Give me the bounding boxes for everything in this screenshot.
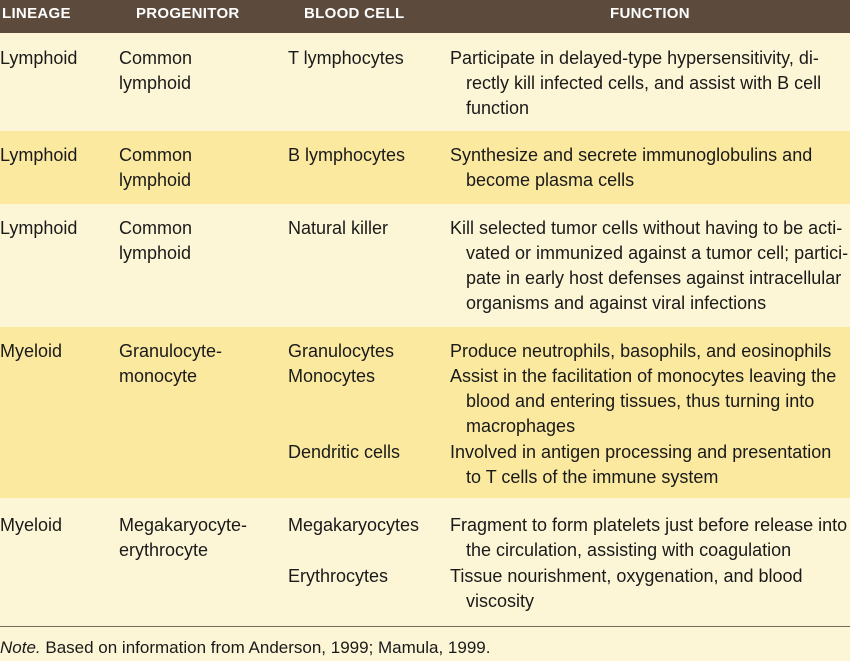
cell-lineage: Myeloid xyxy=(0,341,63,361)
cell-progenitor-line1: Granulocyte- xyxy=(119,341,223,361)
table-row xyxy=(0,498,850,625)
cell-progenitor-line1: Common xyxy=(119,145,193,165)
cell-progenitor-line1: Megakaryocyte- xyxy=(119,515,248,535)
cell-progenitor-line2: lymphoid xyxy=(119,170,192,190)
cell-progenitor-line1: Common xyxy=(119,48,193,68)
table-header xyxy=(0,0,850,33)
cell-blood-cell: T lymphocytes xyxy=(288,48,404,68)
cell-progenitor-line1: Common xyxy=(119,218,193,238)
cell-function-line: organisms and against viral infections xyxy=(466,293,767,313)
cell-blood-cell: Erythrocytes xyxy=(288,566,389,586)
cell-progenitor-line2: erythrocyte xyxy=(119,540,209,560)
cell-blood-cell: Natural killer xyxy=(288,218,389,238)
cell-function-line: Tissue nourishment, oxygenation, and blood xyxy=(450,566,803,586)
cell-function-line: rectly kill infected cells, and assist with B cell xyxy=(466,73,822,93)
table-row xyxy=(0,327,850,498)
header-blood-cell: BLOOD CELL xyxy=(304,5,405,22)
cell-progenitor-line2: lymphoid xyxy=(119,243,192,263)
header-progenitor: PROGENITOR xyxy=(136,5,240,22)
cell-lineage: Lymphoid xyxy=(0,218,78,238)
cell-blood-cell: Monocytes xyxy=(288,366,376,386)
cell-function-line: become plasma cells xyxy=(466,170,635,190)
table-bottom-rule xyxy=(0,626,850,627)
cell-progenitor-line2: lymphoid xyxy=(119,73,192,93)
note-text: Based on information from Anderson, 1999; Mamula, 1999. xyxy=(40,638,491,657)
header-lineage: LINEAGE xyxy=(2,5,71,22)
cell-function-line: Produce neutrophils, basophils, and eosinophils xyxy=(450,341,832,361)
cell-function-line: Fragment to form platelets just before release into xyxy=(450,515,848,535)
cell-function-line: viscosity xyxy=(466,591,535,611)
cell-function-line: the circulation, assisting with coagulation xyxy=(466,540,792,560)
cell-function-line: function xyxy=(466,98,530,118)
table-note xyxy=(0,636,490,660)
header-function: FUNCTION xyxy=(610,5,690,22)
table-row xyxy=(0,33,850,131)
table-row xyxy=(0,131,850,204)
cell-blood-cell: Granulocytes xyxy=(288,341,395,361)
cell-function-line: Assist in the facilitation of monocytes leaving the xyxy=(450,366,837,386)
cell-function-line: Involved in antigen processing and presentation xyxy=(450,442,832,462)
cell-function-line: Participate in delayed-type hypersensitivity, di- xyxy=(450,48,819,68)
cell-lineage: Myeloid xyxy=(0,515,63,535)
cell-function-line: to T cells of the immune system xyxy=(466,467,719,487)
cell-function-line: Synthesize and secrete immunoglobulins and xyxy=(450,145,813,165)
cell-blood-cell: B lymphocytes xyxy=(288,145,406,165)
table-row xyxy=(0,204,850,327)
cell-function-line: macrophages xyxy=(466,416,576,436)
cell-function-line: vated or immunized against a tumor cell; partici- xyxy=(466,243,849,263)
cell-blood-cell: Dendritic cells xyxy=(288,442,401,462)
cell-blood-cell: Megakaryocytes xyxy=(288,515,420,535)
note-label: Note. xyxy=(0,638,41,657)
cell-function-line: Kill selected tumor cells without having to be acti- xyxy=(450,218,843,238)
cell-function-line: pate in early host defenses against intracellular xyxy=(466,268,842,288)
cell-function-line: blood and entering tissues, thus turning into xyxy=(466,391,815,411)
cell-lineage: Lymphoid xyxy=(0,48,78,68)
cell-progenitor-line2: monocyte xyxy=(119,366,198,386)
cell-lineage: Lymphoid xyxy=(0,145,78,165)
